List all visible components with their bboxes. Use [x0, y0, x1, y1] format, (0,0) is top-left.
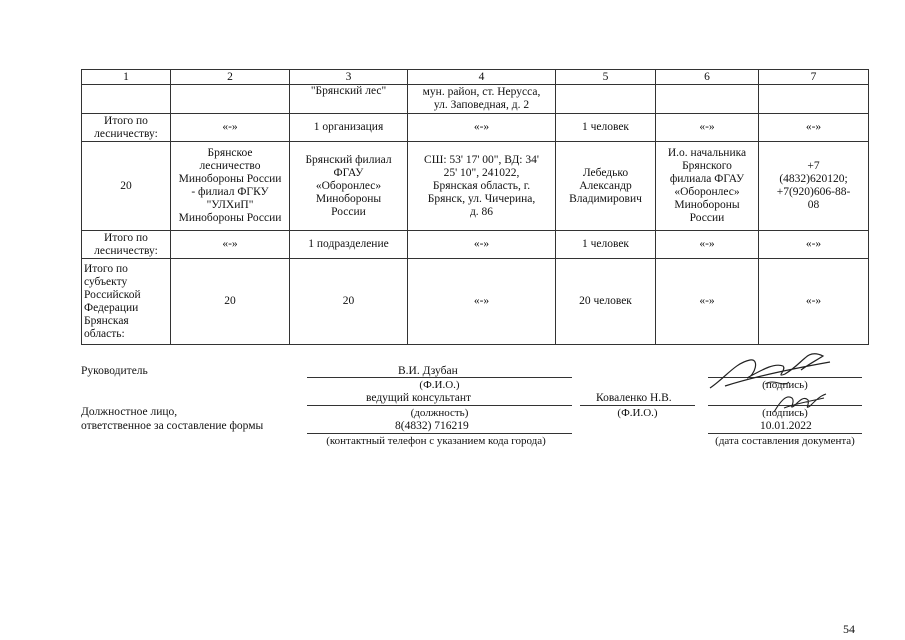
table-cell: Брянское лесничество Минобороны России - филиал ФГКУ "УЛХиП" Минобороны России: [171, 142, 290, 231]
official-label-1: Должностное лицо,: [81, 406, 178, 418]
head-label: Руководитель: [81, 365, 148, 377]
table-cell: Лебедько Александр Владимирович: [556, 142, 656, 231]
table-cell: +7 (4832)620120; +7(920)606-88- 08: [759, 142, 869, 231]
phone-line: [307, 433, 572, 434]
table-cell: 1 человек: [556, 114, 656, 142]
fio-caption: (Ф.И.О.): [419, 379, 460, 391]
table-cell: «-»: [759, 259, 869, 345]
table-row: [82, 114, 869, 142]
table-cell: 4: [408, 70, 556, 85]
table-cell: Брянский филиал ФГАУ «Оборонлес» Минобороны России: [290, 142, 408, 231]
phone-caption: (контактный телефон с указанием кода города): [326, 435, 546, 447]
table-cell: «-»: [408, 259, 556, 345]
table-cell: СШ: 53' 17' 00", ВД: 34' 25' 10", 241022, Брянская область, г. Брянск, ул. Чичерина, д. 86: [408, 142, 556, 231]
table-cell: 5: [556, 70, 656, 85]
table-cell: мун. район, ст. Нерусса, ул. Заповедная, д. 2: [408, 85, 556, 114]
table-row: [82, 259, 869, 345]
table-cell: Итого по лесничеству:: [82, 231, 171, 259]
table-cell: Итого по субъекту Российской Федерации Брянская область:: [82, 259, 171, 345]
table-cell: [759, 85, 869, 114]
table-row: [82, 85, 869, 114]
page-number: 54: [843, 622, 855, 636]
table-cell: Итого по лесничеству:: [82, 114, 171, 142]
date-caption: (дата составления документа): [715, 435, 855, 447]
table-cell: 20 человек: [556, 259, 656, 345]
head-name: В.И. Дзубан: [398, 365, 458, 377]
table-cell: 1: [82, 70, 171, 85]
table-cell: И.о. начальника Брянского филиала ФГАУ «Оборонлес» Минобороны России: [656, 142, 759, 231]
table-cell: 1 организация: [290, 114, 408, 142]
table-cell: «-»: [171, 231, 290, 259]
table-cell: 20: [171, 259, 290, 345]
table-cell: 2: [171, 70, 290, 85]
table-cell: «-»: [171, 114, 290, 142]
table-cell: «-»: [408, 231, 556, 259]
table-cell: [171, 85, 290, 114]
official-name-line: [580, 405, 695, 406]
signature-caption: (подпись): [762, 379, 808, 391]
table-cell: 3: [290, 70, 408, 85]
table-cell: "Брянский лес": [290, 85, 408, 114]
table-cell: «-»: [408, 114, 556, 142]
date-line: [708, 433, 862, 434]
table-cell: «-»: [656, 114, 759, 142]
table-cell: «-»: [656, 231, 759, 259]
table-cell: [656, 85, 759, 114]
table-row: [82, 231, 869, 259]
head-name-line: [307, 377, 572, 378]
table-cell: [556, 85, 656, 114]
table-cell: «-»: [759, 231, 869, 259]
table-cell: 6: [656, 70, 759, 85]
official-signature: [770, 388, 830, 418]
position-line: [307, 405, 572, 406]
table-row: [82, 142, 869, 231]
table-cell: 20: [290, 259, 408, 345]
table-cell: 7: [759, 70, 869, 85]
position-caption: (должность): [410, 407, 469, 419]
official-signature-caption: (подпись): [762, 407, 808, 419]
table-cell: «-»: [759, 114, 869, 142]
table-cell: 20: [82, 142, 171, 231]
table-cell: «-»: [656, 259, 759, 345]
forestry-table: [81, 69, 869, 345]
table-header-row: [82, 70, 869, 85]
table-cell: 1 человек: [556, 231, 656, 259]
table-cell: 1 подразделение: [290, 231, 408, 259]
date: 10.01.2022: [760, 420, 812, 432]
official-label-2: ответственное за составление формы: [81, 420, 264, 432]
official-fio-caption: (Ф.И.О.): [617, 407, 658, 419]
official-position: ведущий консультант: [366, 392, 472, 404]
phone: 8(4832) 716219: [395, 420, 469, 432]
official-name: Коваленко Н.В.: [596, 392, 672, 404]
table-cell: [82, 85, 171, 114]
